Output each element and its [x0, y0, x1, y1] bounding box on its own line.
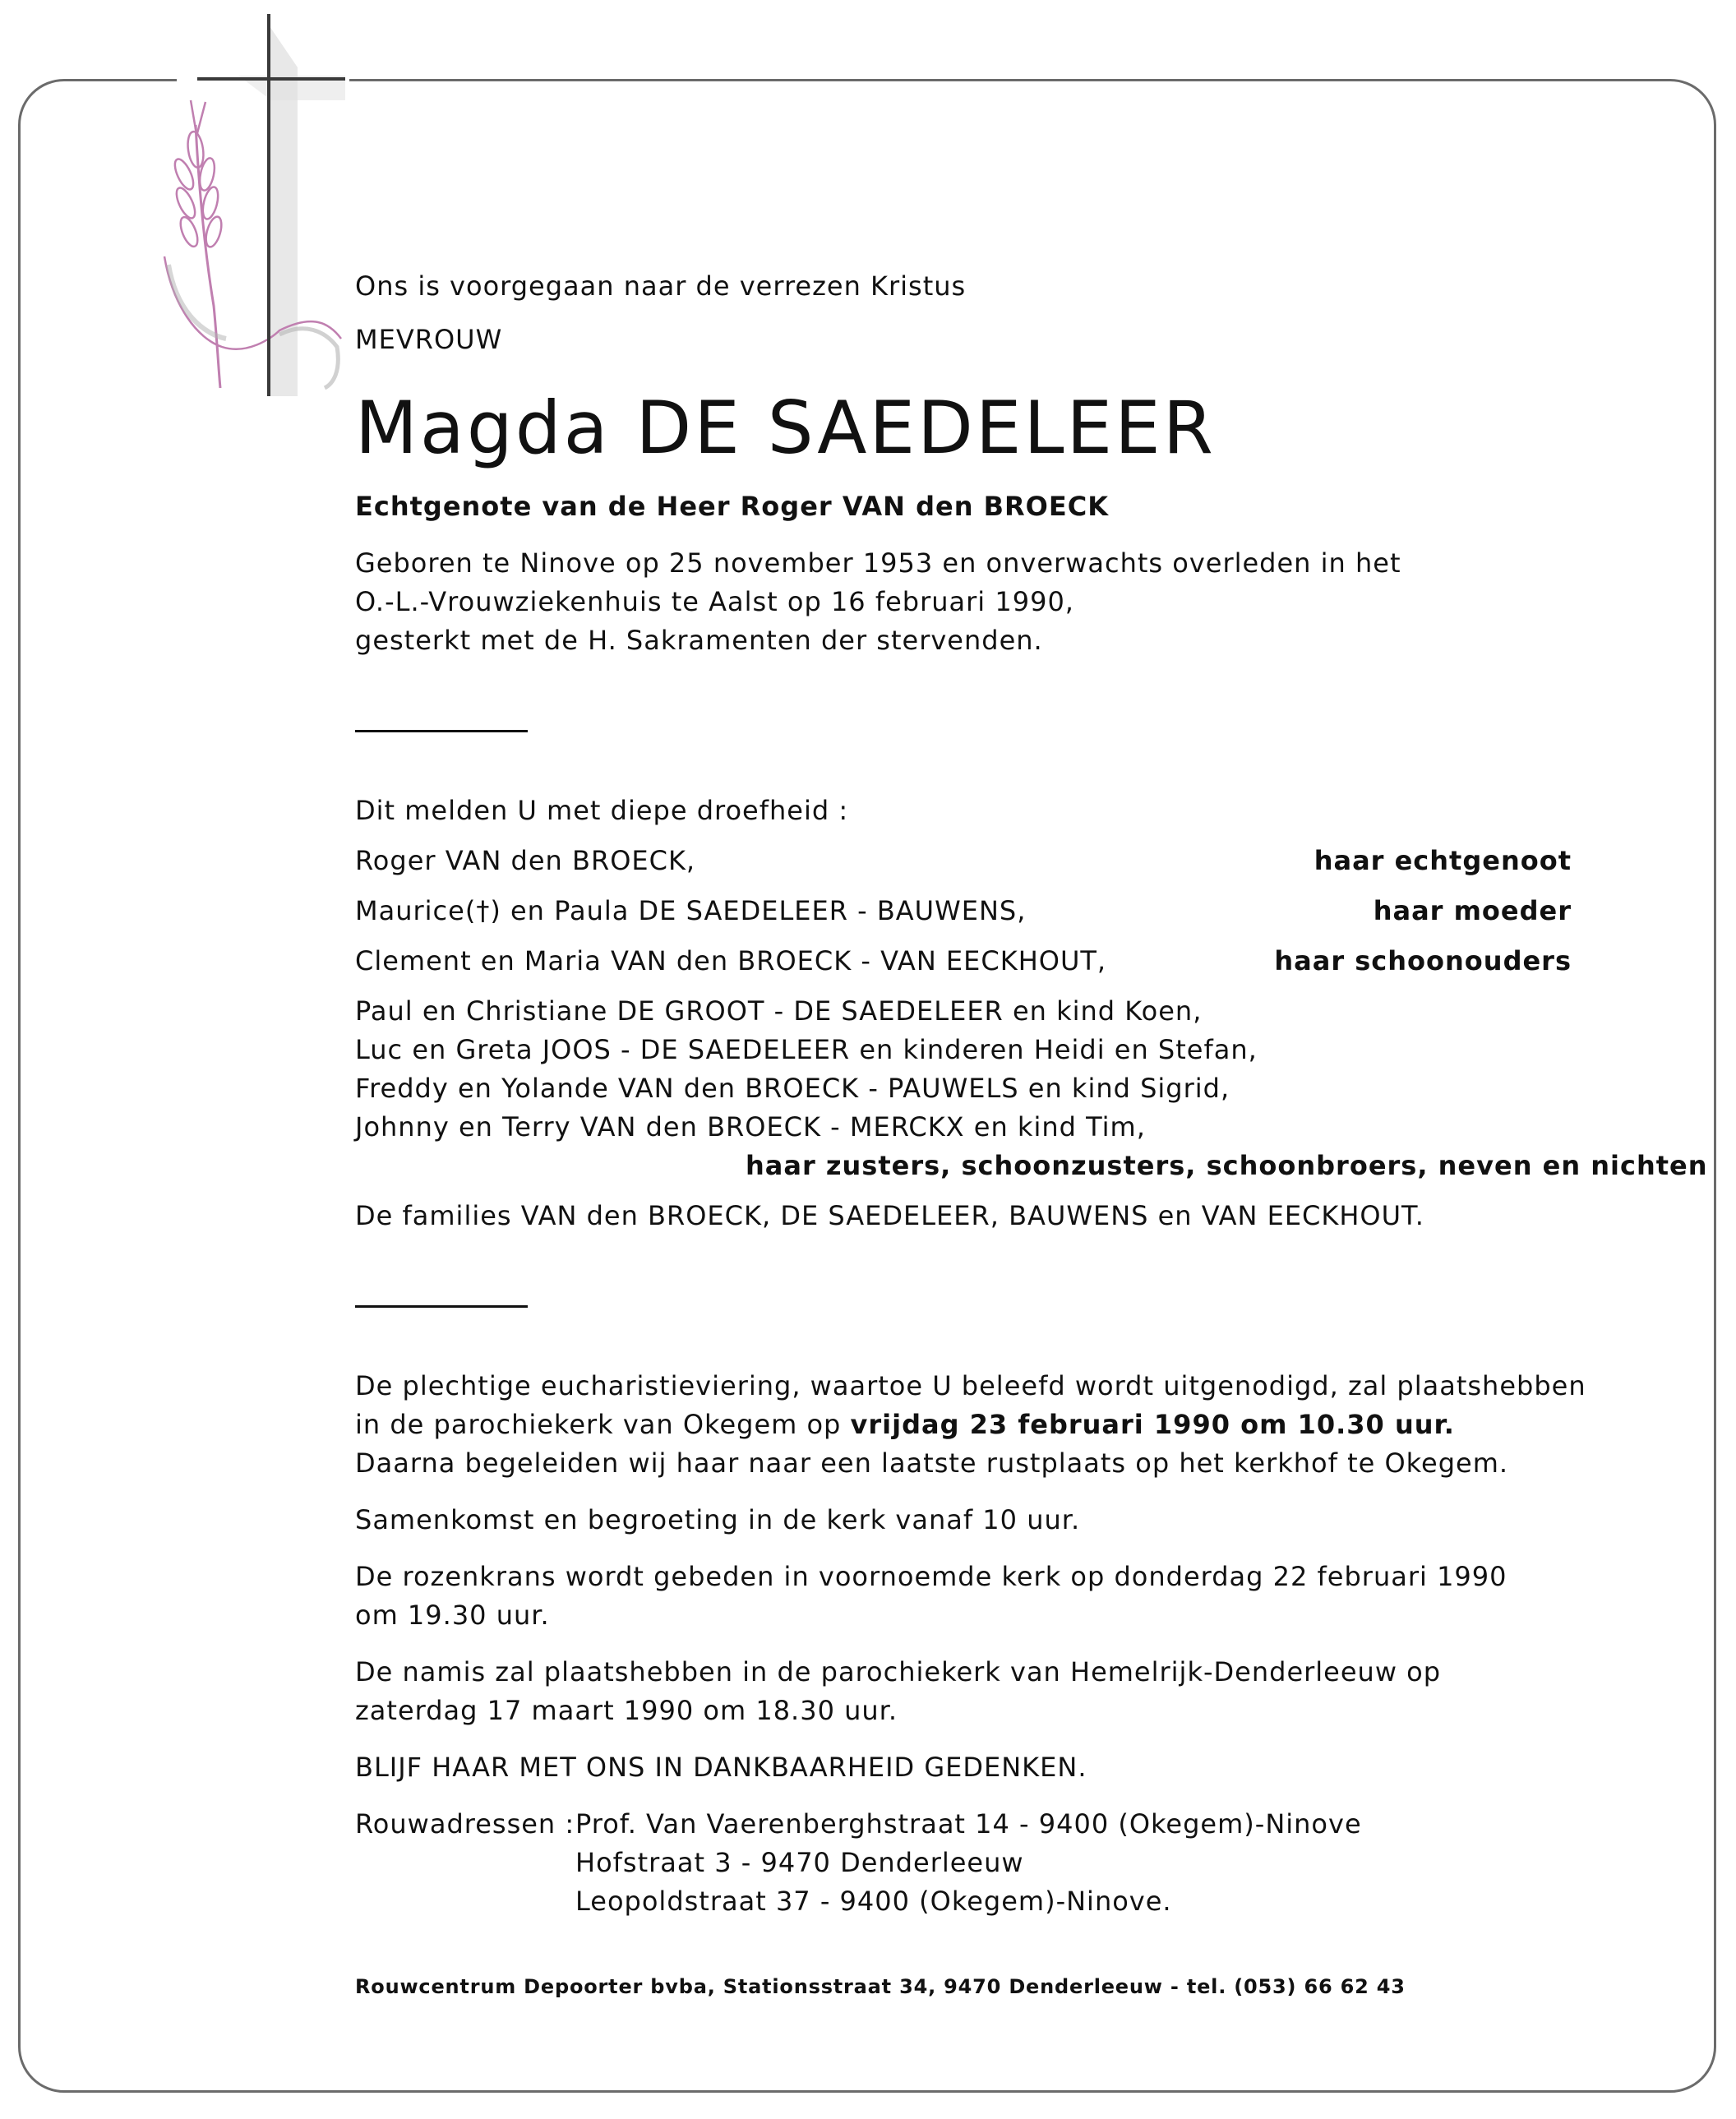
spouse-line: Echtgenote van de Heer Roger VAN den BROECK	[355, 491, 1109, 522]
mourner-relation: haar moeder	[1373, 895, 1572, 926]
mourner-row	[355, 842, 1572, 880]
mass-line-1: De namis zal plaatshebben in de parochiekerk van Hemelrijk-Denderleeuw op	[355, 1656, 1442, 1687]
mourner-relation: haar schoonouders	[1274, 945, 1572, 976]
mourner-row	[355, 892, 1572, 930]
ceremony-line-2	[355, 1406, 1572, 1444]
address-line: Hofstraat 3 - 9470 Denderleeuw	[575, 1847, 1024, 1878]
funeral-home-footer: Rouwcentrum Depoorter bvba, Stationsstraat 34, 9470 Denderleeuw - tel. (053) 66 62 43	[355, 1975, 1406, 1998]
mourner-name: Clement en Maria VAN den BROECK - VAN EECKHOUT,	[355, 945, 1107, 976]
birth-line-1: Geboren te Ninove op 25 november 1953 en onverwachts overleden in het	[355, 547, 1401, 579]
divider	[355, 730, 528, 732]
address-label: Rouwadressen :	[355, 1808, 575, 1840]
birth-line-2: O.-L.-Vrouwziekenhuis te Aalst op 16 februari 1990,	[355, 586, 1074, 617]
cross-with-wheat-icon	[148, 10, 345, 396]
divider	[355, 1305, 528, 1308]
closing-line: BLIJF HAAR MET ONS IN DANKBAARHEID GEDENKEN.	[355, 1752, 1087, 1783]
mass-line-2: zaterdag 17 maart 1990 om 18.30 uur.	[355, 1695, 898, 1726]
address-row	[355, 1882, 1572, 1921]
mourner-name: Roger VAN den BROECK,	[355, 845, 696, 876]
mourner-name: Maurice(†) en Paula DE SAEDELEER - BAUWENS,	[355, 895, 1027, 926]
address-line: Leopoldstraat 37 - 9400 (Okegem)-Ninove.	[575, 1886, 1172, 1917]
intro-line: Ons is voorgegaan naar de verrezen Kristus	[355, 270, 967, 302]
address-row	[355, 1805, 1572, 1844]
sibling-line: Luc en Greta JOOS - DE SAEDELEER en kinderen Heidi en Stefan,	[355, 1034, 1258, 1065]
address-line: Prof. Van Vaerenberghstraat 14 - 9400 (Okegem)-Ninove	[575, 1808, 1362, 1840]
mourner-row	[355, 942, 1572, 981]
ceremony-line-1: De plechtige eucharistieviering, waartoe U beleefd wordt uitgenodigd, zal plaatshebben	[355, 1370, 1586, 1401]
obituary-text	[355, 267, 1708, 1921]
sibling-line: Freddy en Yolande VAN den BROECK - PAUWELS en kind Sigrid,	[355, 1073, 1230, 1104]
siblings-relation: haar zusters, schoonzusters, schoonbroers, neven en nichten	[746, 1150, 1708, 1181]
address-row	[355, 1844, 1572, 1882]
families-line: De families VAN den BROECK, DE SAEDELEER, BAUWENS en VAN EECKHOUT.	[355, 1200, 1424, 1231]
deceased-name: Magda DE SAEDELEER	[355, 385, 1216, 470]
ceremony-line-3: Daarna begeleiden wij haar naar een laatste rustplaats op het kerkhof te Okegem.	[355, 1447, 1509, 1479]
ceremony-line-2-text: in de parochiekerk van Okegem op	[355, 1409, 851, 1440]
sibling-line: Johnny en Terry VAN den BROECK - MERCKX en kind Tim,	[355, 1111, 1146, 1143]
gathering-line: Samenkomst en begroeting in de kerk vanaf 10 uur.	[355, 1504, 1081, 1535]
title-prefix: MEVROUW	[355, 324, 503, 355]
rosary-line-2: om 19.30 uur.	[355, 1600, 550, 1631]
mourners-intro: Dit melden U met diepe droefheid :	[355, 795, 849, 826]
rosary-line-1: De rozenkrans wordt gebeden in voornoemde kerk op donderdag 22 februari 1990	[355, 1561, 1507, 1592]
sibling-line: Paul en Christiane DE GROOT - DE SAEDELEER en kind Koen,	[355, 995, 1203, 1027]
birth-line-3: gesterkt met de H. Sakramenten der stervenden.	[355, 625, 1043, 656]
mourner-relation: haar echtgenoot	[1314, 845, 1572, 876]
ceremony-date: vrijdag 23 februari 1990 om 10.30 uur.	[850, 1409, 1455, 1440]
